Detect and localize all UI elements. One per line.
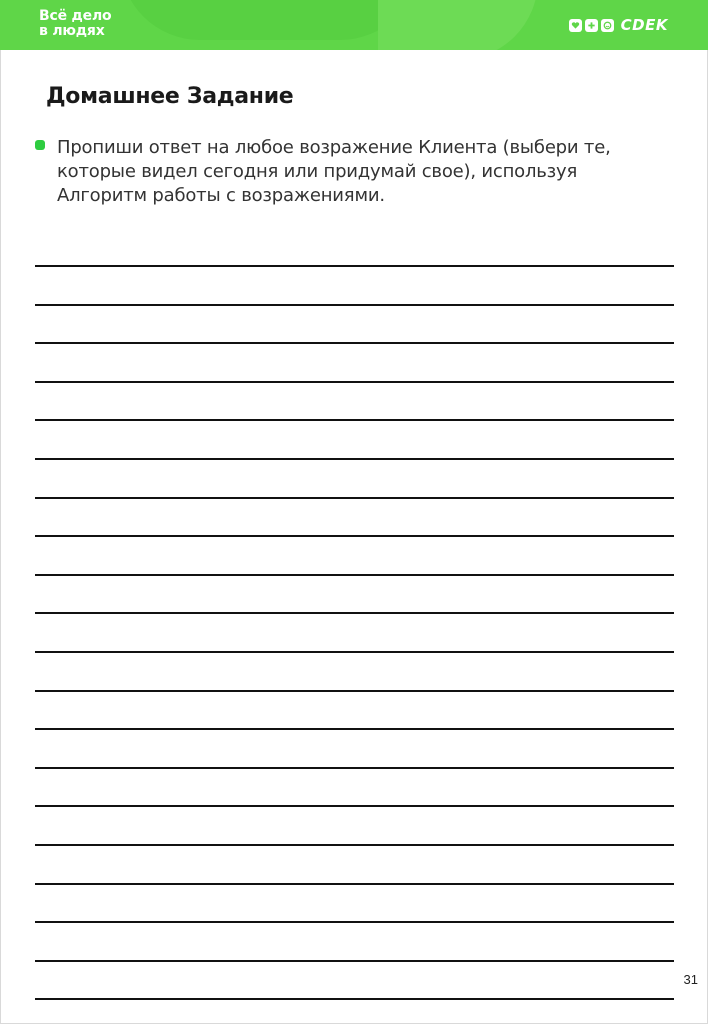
task-line-3: Алгоритм работы с возражениями. <box>57 185 385 206</box>
brand-logo: CDEK <box>620 16 668 34</box>
slogan-line-1: Всё дело <box>39 8 112 24</box>
answer-lines[interactable] <box>35 0 674 1024</box>
answer-line[interactable] <box>35 921 674 923</box>
answer-line[interactable] <box>35 998 674 1000</box>
answer-line[interactable] <box>35 767 674 769</box>
task-line-1: Пропиши ответ на любое возражение Клиента (выбери те, <box>57 137 611 158</box>
answer-line[interactable] <box>35 960 674 962</box>
answer-line[interactable] <box>35 458 674 460</box>
answer-line[interactable] <box>35 612 674 614</box>
answer-line[interactable] <box>35 844 674 846</box>
task-line-2: которые видел сегодня или придумай свое), используя <box>57 161 578 182</box>
page-number: 31 <box>683 972 698 987</box>
answer-line[interactable] <box>35 805 674 807</box>
answer-line[interactable] <box>35 574 674 576</box>
answer-line[interactable] <box>35 497 674 499</box>
answer-line[interactable] <box>35 535 674 537</box>
answer-line[interactable] <box>35 728 674 730</box>
answer-line[interactable] <box>35 651 674 653</box>
answer-line[interactable] <box>35 883 674 885</box>
answer-line[interactable] <box>35 690 674 692</box>
answer-line[interactable] <box>35 419 674 421</box>
answer-line[interactable] <box>35 342 674 344</box>
answer-line[interactable] <box>35 381 674 383</box>
answer-line[interactable] <box>35 304 674 306</box>
page-title: Домашнее Задание <box>46 84 294 109</box>
slogan-line-2: в людях <box>39 23 105 39</box>
answer-line[interactable] <box>35 265 674 267</box>
